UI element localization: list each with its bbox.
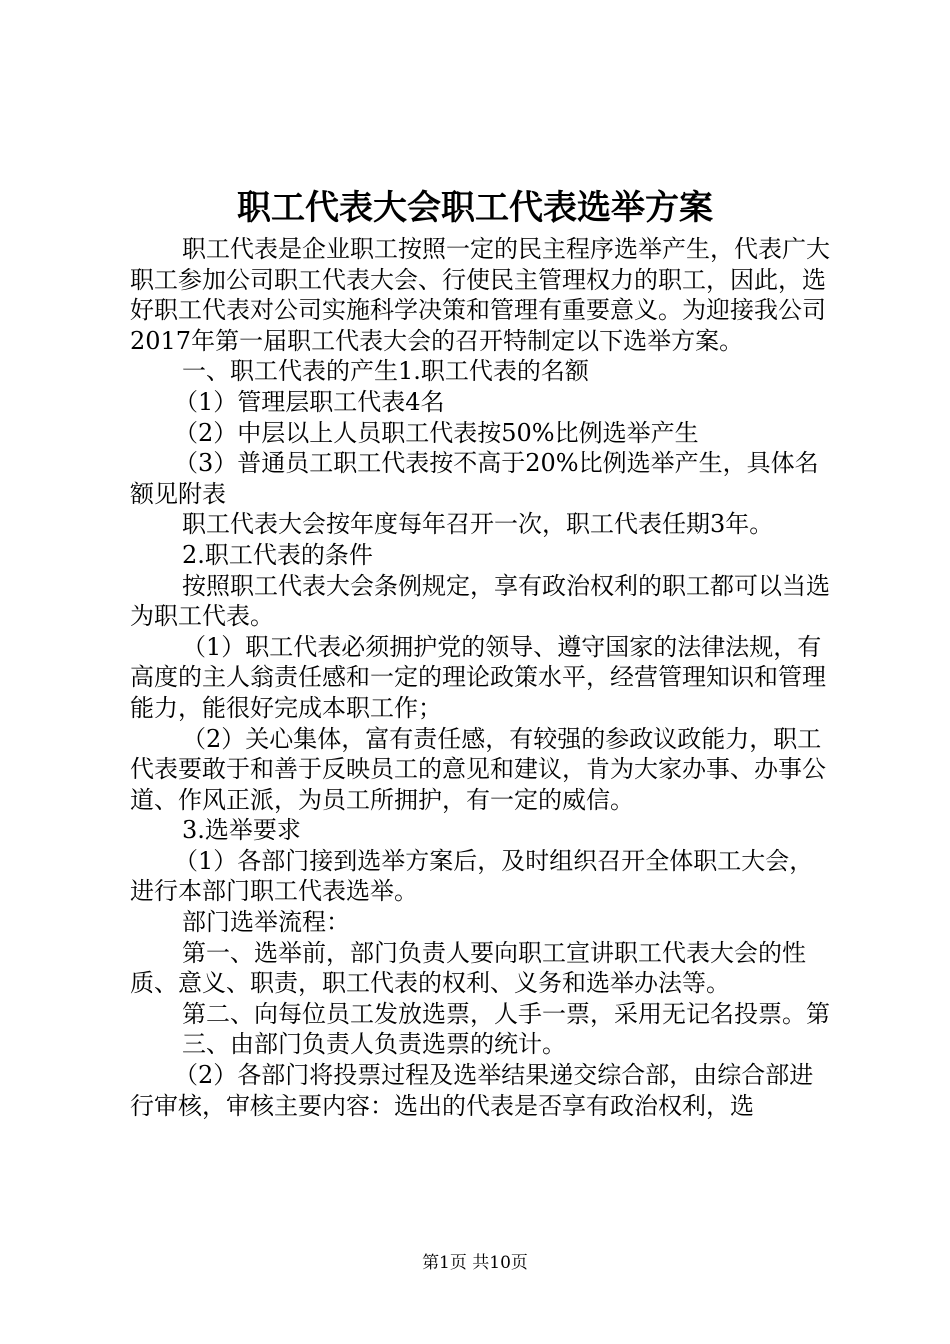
paragraph: 第二、向每位员工发放选票，人手一票，采用无记名投票。第 bbox=[182, 999, 830, 1028]
page-number-footer: 第1页 共10页 bbox=[422, 1253, 528, 1273]
document-body bbox=[130, 234, 836, 1121]
paragraph: 第一、选举前，部门负责人要向职工宣讲职工代表大会的性质、意义、职责，职工代表的权利、义务和选举办法等。 bbox=[130, 938, 806, 998]
paragraph: 职工代表大会按年度每年召开一次，职工代表任期3年。 bbox=[182, 510, 774, 539]
section-heading-2: 2.职工代表的条件 bbox=[182, 540, 373, 569]
paragraph: 按照职工代表大会条例规定，享有政治权利的职工都可以当选为职工代表。 bbox=[130, 571, 830, 631]
list-item: （1）管理层职工代表4名 bbox=[174, 387, 445, 416]
list-item: （3）普通员工职工代表按不高于20%比例选举产生，具体名额见附表 bbox=[130, 449, 819, 508]
list-item: （2）关心集体，富有责任感，有较强的参政议政能力，职工代表要敢于和善于反映员工的意见和建议，肯为大家办事、办事公道、作风正派，为员工所拥护，有一定的威信。 bbox=[130, 724, 826, 814]
paragraph: 三、由部门负责人负责选票的统计。 bbox=[182, 1030, 566, 1059]
paragraph-intro: 职工代表是企业职工按照一定的民主程序选举产生，代表广大职工参加公司职工代表大会、行使民主管理权力的职工，因此，选好职工代表对公司实施科学决策和管理有重要意义。为迎接我公司2017年第一届职工代表大会的召开特制定以下选举方案。 bbox=[130, 235, 830, 355]
paragraph: 部门选举流程： bbox=[182, 908, 350, 937]
section-heading-1: 一、职工代表的产生1.职工代表的名额 bbox=[182, 357, 589, 386]
list-item: （2）各部门将投票过程及选举结果递交综合部，由综合部进行审核，审核主要内容：选出的代表是否享有政治权利，选 bbox=[130, 1061, 814, 1120]
section-heading-3: 3.选举要求 bbox=[182, 816, 301, 845]
list-item: （2）中层以上人员职工代表按50%比例选举产生 bbox=[174, 418, 699, 447]
document-title: 职工代表大会职工代表选举方案 bbox=[237, 188, 713, 228]
list-item: （1）职工代表必须拥护党的领导、遵守国家的法律法规，有高度的主人翁责任感和一定的理论政策水平，经营管理知识和管理能力，能很好完成本职工作； bbox=[130, 632, 826, 722]
list-item: （1）各部门接到选举方案后，及时组织召开全体职工大会，进行本部门职工代表选举。 bbox=[130, 846, 814, 906]
